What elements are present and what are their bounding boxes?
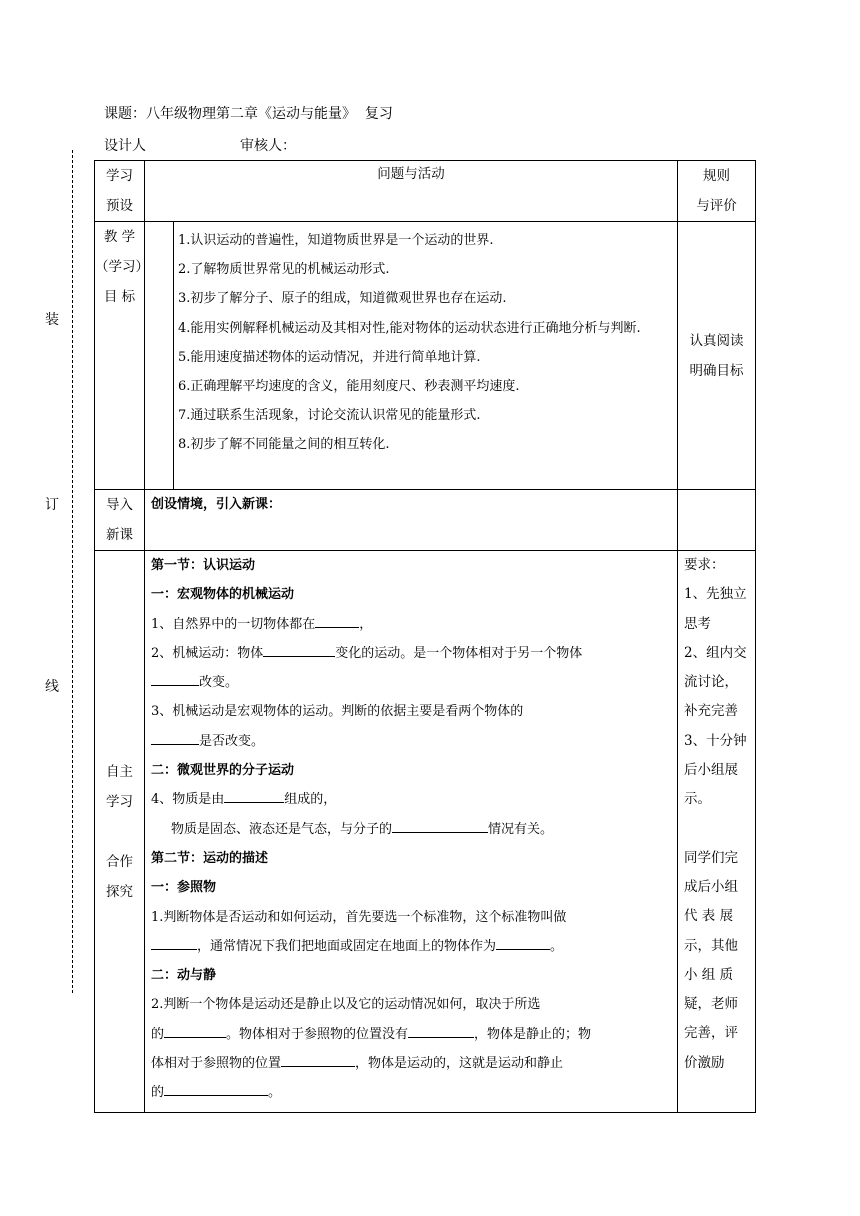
eval-line: 成后小组 [684, 878, 738, 895]
eval-line: 3、十分钟 [684, 732, 747, 749]
blank-field[interactable] [151, 933, 197, 950]
intro-text: 创设情境，引入新课： [151, 497, 282, 512]
objective-item: 2.了解物质世界常见的机械运动形式. [178, 262, 390, 278]
objectives-label-line2: （学习） [95, 259, 149, 275]
objectives-cell [145, 222, 678, 490]
lesson-plan-table [94, 160, 756, 1113]
objective-item: 8.初步了解不同能量之间的相互转化. [178, 437, 390, 453]
designer-label: 设计人 [104, 138, 146, 154]
objective-item: 4.能用实例解释机械运动及其相对性,能对物体的运动状态进行正确地分析与判断. [178, 320, 641, 336]
question-5: 1.判断物体是否运动和如何运动，首先要选一个标准物，这个标准物叫做 [151, 909, 567, 925]
objective-item: 7.通过联系生活现象，讨论交流认识常见的能量形式. [178, 408, 481, 424]
eval-line: 示，其他 [684, 937, 738, 954]
eval-line: 流讨论， [684, 674, 738, 691]
margin-char-zhuang: 装 [45, 312, 59, 328]
section1-title: 第一节：认识运动 [151, 558, 256, 573]
eval-line: 同学们完 [684, 849, 738, 866]
blank-field[interactable] [164, 1021, 226, 1038]
margin-char-ding: 订 [45, 497, 59, 513]
blank-field[interactable] [263, 640, 335, 657]
section2-title: 第二节：运动的描述 [151, 850, 269, 866]
question-6: 2.判断一个物体是运动还是静止以及它的运动情况如何，取决于所选 [151, 997, 541, 1013]
objectives-eval-line1: 认真阅读 [689, 332, 744, 349]
table-header-row [95, 161, 756, 222]
header-cell-activities [145, 161, 678, 222]
question-3-cont: 是否改变。 [151, 727, 671, 756]
subsection1-title: 一：宏观物体的机械运动 [151, 587, 295, 603]
subsection2-title: 二：微观世界的分子运动 [151, 763, 295, 779]
blank-field[interactable] [151, 728, 199, 745]
blank-field[interactable] [408, 1021, 474, 1038]
objective-item: 1.认识运动的普遍性，知道物质世界是一个运动的世界. [178, 233, 494, 248]
question-2-cont: 改变。 [151, 668, 671, 697]
eval-line: 示。 [684, 791, 711, 808]
blank-field[interactable] [315, 611, 359, 628]
study-eval-cell [678, 551, 756, 1113]
subsection4-title: 二：动与静 [151, 968, 217, 984]
eval-line: 代 表 展 [684, 908, 734, 925]
subsection3-title: 一：参照物 [151, 880, 217, 896]
study-label-cell [95, 551, 145, 1113]
eval-line: 1、先独立 [684, 586, 747, 603]
question-4-cont: 物质是固态、液态还是气态，与分子的 情况有关。 [151, 815, 671, 844]
objective-item: 3.初步了解分子、原子的组成，知道微观世界也存在运动. [178, 291, 507, 307]
intro-cell [145, 490, 678, 551]
eval-line: 价激励 [684, 1054, 725, 1071]
intro-label-cell [95, 490, 145, 551]
objectives-label-line3: 目 标 [103, 289, 136, 305]
blank-field[interactable] [496, 933, 550, 950]
question-6-cont3: 的 。 [151, 1078, 671, 1107]
study-label-line1: 自主 [106, 763, 133, 780]
objective-item: 6.正确理解平均速度的含义，能用刻度尺、秒表测平均速度. [178, 379, 520, 395]
eval-line: 要求： [684, 557, 725, 573]
question-2: 2、机械运动：物体 变化的运动。是一个物体相对于另一个物体 [151, 639, 671, 668]
objectives-label-cell [95, 222, 149, 490]
objective-item: 5.能用速度描述物体的运动情况，并进行简单地计算. [178, 349, 481, 365]
objectives-eval-line2: 明确目标 [689, 362, 744, 379]
eval-line: 小 组 质 [684, 966, 734, 983]
objectives-row [95, 222, 756, 490]
study-row [95, 551, 756, 1113]
study-label-line2: 学习 [106, 793, 133, 810]
margin-char-xian: 线 [45, 679, 59, 695]
study-label-line3: 合作 [106, 853, 133, 870]
study-content [145, 551, 677, 1108]
blank-field[interactable] [164, 1079, 268, 1096]
study-label-line4: 探究 [106, 883, 133, 900]
blank-field[interactable] [151, 669, 199, 686]
objectives-spacer [145, 222, 174, 489]
binding-margin-line [72, 150, 73, 993]
study-content-cell [145, 551, 678, 1113]
eval-line: 2、组内交 [684, 644, 747, 661]
eval-line: 疑，老师 [684, 996, 738, 1013]
study-eval-text [678, 551, 755, 1078]
eval-line: 思考 [684, 615, 711, 632]
intro-eval-cell [678, 490, 756, 551]
question-3: 3、机械运动是宏观物体的运动。判断的依据主要是看两个物体的 [151, 704, 524, 720]
header-cell-preset [95, 161, 145, 222]
blank-field[interactable] [392, 816, 488, 833]
intro-label-line2: 新课 [106, 527, 133, 543]
header-eval-line1: 规则 [703, 168, 730, 184]
intro-row [95, 490, 756, 551]
blank-field[interactable] [281, 1050, 355, 1067]
blank-field[interactable] [224, 786, 284, 803]
objectives-list [174, 222, 677, 489]
header-eval-line2: 与评价 [696, 198, 737, 214]
question-1: 1、自然界中的一切物体都在 ， [151, 610, 671, 639]
header-cell-eval [678, 161, 756, 222]
eval-line: 补充完善 [684, 703, 738, 720]
eval-line: 完善，评 [684, 1025, 738, 1042]
question-5-cont: ，通常情况下我们把地面或固定在地面上的物体作为 。 [151, 932, 671, 961]
question-6-cont2: 体相对于参照物的位置 ，物体是运动的，这就是运动和静止 [151, 1049, 671, 1078]
header-preset-line2: 预设 [106, 198, 133, 214]
question-4: 4、物质是由 组成的， [151, 785, 671, 814]
header-activities-text: 问题与活动 [377, 166, 445, 182]
header-preset-line1: 学习 [106, 168, 133, 184]
objectives-eval-cell [678, 222, 756, 490]
question-6-cont: 的 。物体相对于参照物的位置没有 ，物体是静止的；物 [151, 1020, 671, 1049]
objectives-label-line1: 教 学 [103, 229, 136, 245]
eval-line: 后小组展 [684, 762, 738, 779]
reviewer-label: 审核人： [240, 138, 296, 154]
intro-label-line1: 导入 [106, 497, 133, 513]
lesson-title: 课题：八年级物理第二章《运动与能量》 复习 [104, 106, 393, 122]
